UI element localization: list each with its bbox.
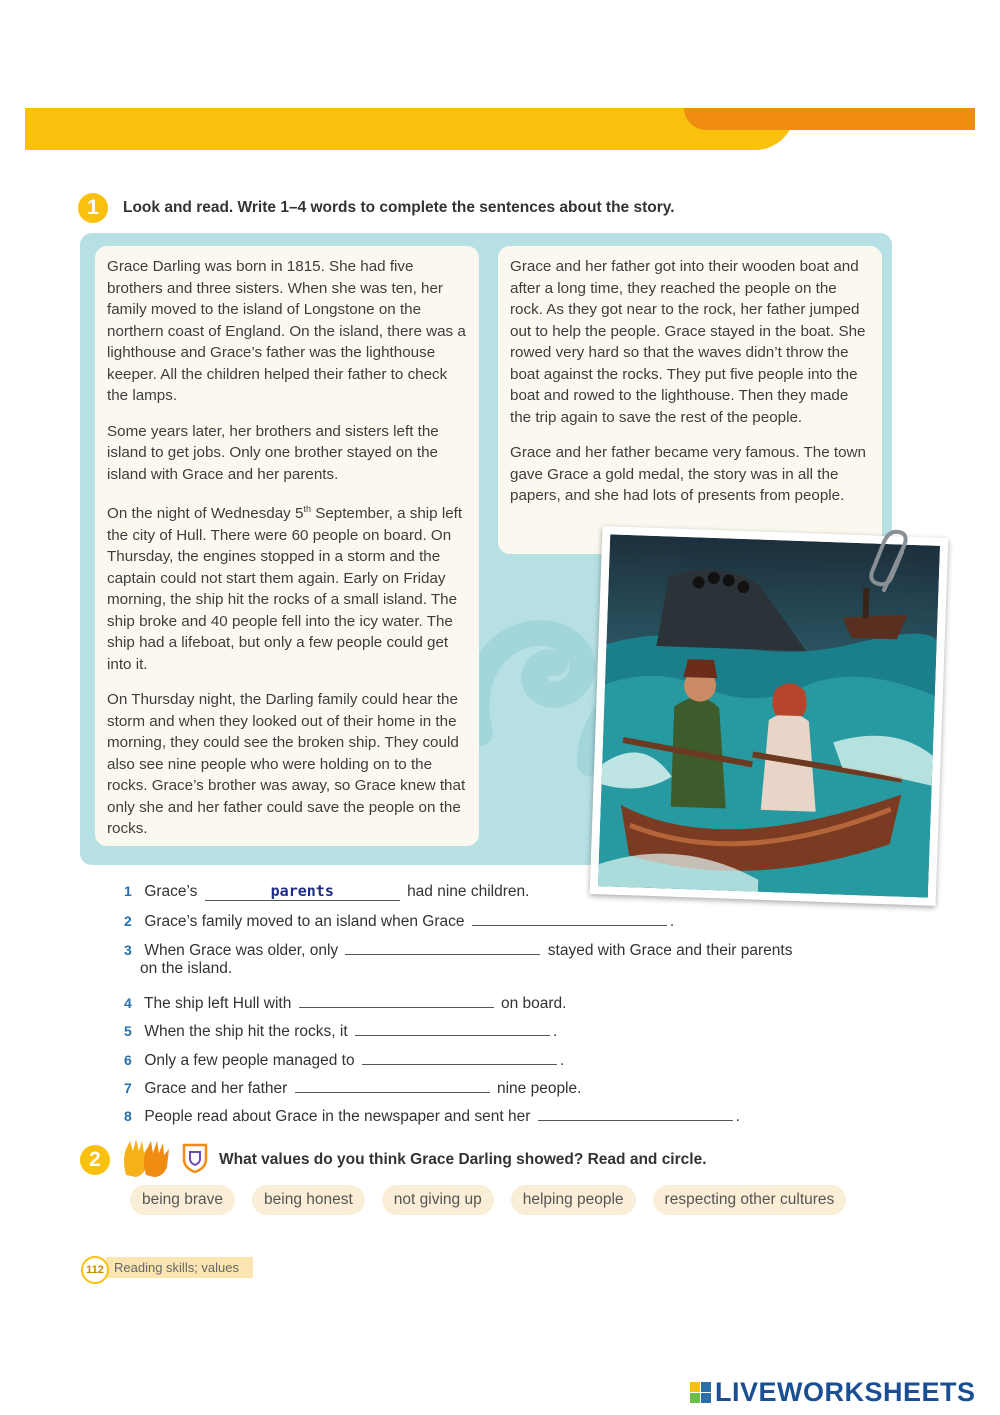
answer-field-6[interactable] [362, 1047, 557, 1065]
exercise-1-instruction: Look and read. Write 1–4 words to complete the sentences about the story. [123, 199, 675, 216]
question-1: 1 Grace’s parents had nine children. [124, 882, 530, 900]
question-4: 4 The ship left Hull with on board. [124, 990, 844, 1018]
story-column-right [498, 246, 882, 554]
values-options [130, 1185, 846, 1215]
exercise-2-number: 2 [80, 1145, 110, 1175]
story-paragraph-3: On the night of Wednesday 5th September, a ship left the city of Hull. There were 60 people on board. On Thursday, the engines stopped in a storm and the captain could not start them again. Early on Friday morning, the ship hit the rocks of a small island. The ship broke and 40 people fell into the icy water. The ship had a lifeboat, but only a few people could get into it. [107, 504, 463, 673]
answer-field-3[interactable] [345, 937, 540, 955]
exercise-1-number: 1 [78, 193, 108, 223]
question-list [124, 880, 844, 1132]
header-banner [25, 108, 795, 150]
value-option-not-giving-up[interactable]: not giving up [382, 1185, 494, 1215]
story-paragraph-6: Grace and her father became very famous. The town gave Grace a gold medal, the story was in all the papers, and she had lots of presents from people. [510, 444, 866, 504]
answer-field-8[interactable] [538, 1103, 733, 1121]
question-8: 8 People read about Grace in the newspaper and sent her . [124, 1103, 844, 1131]
shield-icon [182, 1143, 208, 1173]
page-number: 112 [81, 1256, 109, 1284]
question-2: 2 Grace’s family moved to an island when Grace . [124, 908, 844, 936]
answer-field-2[interactable] [472, 908, 667, 926]
question-7: 7 Grace and her father nine people. [124, 1075, 844, 1103]
question-6: 6 Only a few people managed to . [124, 1047, 844, 1075]
story-paragraph-5: Grace and her father got into their wooden boat and after a long time, they reached the people on the rock. As they got near to the rock, her father jumped out to help the people. Grace stayed in the boat. She rowed very hard so that the waves didn’t throw the boat against the rocks. They put five people into the boat and rowed to the lighthouse. Then they made the trip again to save the rest of the people. [510, 258, 866, 426]
value-option-helping-people[interactable]: helping people [511, 1185, 636, 1215]
story-paragraph-4: On Thursday night, the Darling family could hear the storm and when they looked out of their home in the morning, they could see the broken ship. They could also see nine people who were holding on to the rocks. Grace’s brother was away, so Grace knew that only she and her father could save the people on the rocks. [107, 691, 466, 838]
logo-mark-icon [690, 1382, 711, 1403]
hands-icon [120, 1135, 176, 1179]
answer-field-4[interactable] [299, 990, 494, 1008]
answer-field-1[interactable]: parents [205, 883, 400, 901]
story-paragraph-1: Grace Darling was born in 1815. She had five brothers and three sisters. When she was ten, her family moved to the island of Longstone on the northern coast of England. On the island, there was a lighthouse and Grace’s father was the lighthouse keeper. All the children helped their father to check the lamps. [107, 258, 466, 404]
liveworksheets-logo [690, 1377, 976, 1408]
story-paragraph-2: Some years later, her brothers and sisters left the island to get jobs. Only one brother stayed on the island with Grace and her parents. [107, 422, 439, 483]
footer-label: Reading skills; values [106, 1257, 253, 1278]
exercise-2-instruction: What values do you think Grace Darling showed? Read and circle. [219, 1151, 707, 1168]
story-column-left [95, 246, 479, 846]
value-option-being-brave[interactable]: being brave [130, 1185, 235, 1215]
paperclip-icon [868, 524, 910, 596]
answer-field-5[interactable] [355, 1018, 550, 1036]
question-3: 3 When Grace was older, only stayed with Grace and their parents on the island. [124, 937, 844, 990]
answer-field-7[interactable] [295, 1075, 490, 1093]
value-option-respecting-other-cultures[interactable]: respecting other cultures [653, 1185, 847, 1215]
logo-text: LIVEWORKSHEETS [715, 1377, 976, 1407]
question-5: 5 When the ship hit the rocks, it . [124, 1018, 844, 1046]
header-banner-tab [684, 108, 975, 130]
value-option-being-honest[interactable]: being honest [252, 1185, 365, 1215]
